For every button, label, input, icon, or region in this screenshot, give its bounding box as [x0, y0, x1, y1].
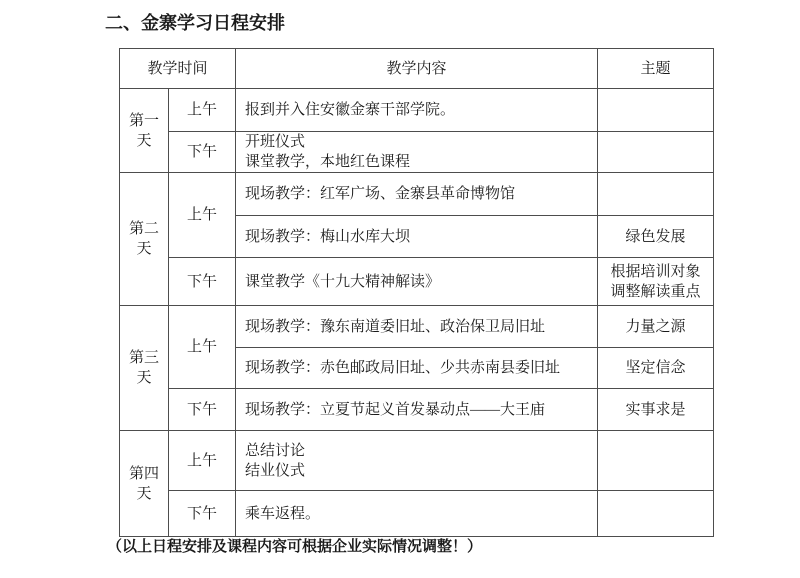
day-label: 第二天	[129, 221, 160, 257]
time-cell: 下午	[169, 491, 236, 537]
time-cell: 上午	[169, 89, 236, 132]
page-title: 二、金寨学习日程安排	[105, 13, 285, 33]
theme-line: 绿色发展	[625, 228, 686, 245]
table-header-row	[120, 49, 714, 89]
theme-line: 调整解读重点	[610, 283, 701, 300]
theme-cell	[598, 491, 714, 537]
content-line: 报到并入住安徽金寨干部学院。	[245, 102, 456, 118]
content-cell	[236, 132, 598, 173]
content-cell	[236, 431, 598, 491]
theme-cell	[598, 431, 714, 491]
table-row	[120, 132, 714, 173]
content-line: 总结讨论	[245, 442, 306, 459]
theme-cell	[598, 173, 714, 216]
content-cell	[236, 306, 598, 348]
content-cell	[236, 491, 598, 537]
day-label: 第四天	[129, 465, 160, 502]
table-row	[120, 173, 714, 216]
day-label: 第一天	[129, 112, 160, 149]
time-cell: 下午	[169, 258, 236, 306]
theme-cell	[598, 348, 714, 389]
content-cell	[236, 389, 598, 431]
theme-line: 根据培训对象	[610, 263, 701, 280]
content-line: 课堂教学，本地红色课程	[245, 154, 411, 170]
day-cell-day3	[120, 306, 169, 431]
table-row	[120, 491, 714, 537]
content-cell	[236, 258, 598, 306]
content-line: 开班仪式	[245, 134, 306, 150]
theme-cell	[598, 258, 714, 306]
content-line: 现场教学：立夏节起义首发暴动点——大王庙	[245, 401, 546, 418]
table-row	[120, 89, 714, 132]
schedule-table	[119, 48, 714, 537]
theme-line: 实事求是	[625, 401, 686, 418]
table-row	[120, 258, 714, 306]
content-line: 课堂教学《十九大精神解读》	[245, 273, 441, 290]
theme-cell	[598, 306, 714, 348]
theme-cell	[598, 132, 714, 173]
content-line: 结业仪式	[245, 462, 306, 479]
time-cell: 下午	[169, 389, 236, 431]
theme-line: 力量之源	[625, 318, 686, 335]
content-line: 现场教学：赤色邮政局旧址、少共赤南县委旧址	[245, 360, 561, 376]
col-header-theme: 主题	[598, 49, 714, 89]
theme-line: 坚定信念	[625, 360, 686, 376]
table-row	[120, 431, 714, 491]
theme-cell	[598, 216, 714, 258]
time-cell: 上午	[169, 306, 236, 389]
content-cell	[236, 216, 598, 258]
day-cell-day2	[120, 173, 169, 306]
time-cell: 下午	[169, 132, 236, 173]
col-header-time: 教学时间	[120, 49, 236, 89]
table-row	[120, 306, 714, 348]
theme-cell	[598, 89, 714, 132]
footnote: （以上日程安排及课程内容可根据企业实际情况调整！）	[107, 539, 483, 555]
day-label: 第三天	[129, 350, 160, 386]
content-line: 乘车返程。	[245, 505, 321, 522]
time-cell: 上午	[169, 173, 236, 258]
content-line: 现场教学：红军广场、金寨县革命博物馆	[245, 186, 516, 202]
col-header-content: 教学内容	[236, 49, 598, 89]
theme-cell	[598, 389, 714, 431]
content-cell	[236, 348, 598, 389]
content-line: 现场教学：梅山水库大坝	[245, 228, 411, 245]
time-cell: 上午	[169, 431, 236, 491]
content-cell	[236, 173, 598, 216]
table-row	[120, 389, 714, 431]
day-cell-day1	[120, 89, 169, 173]
day-cell-day4	[120, 431, 169, 537]
content-cell	[236, 89, 598, 132]
content-line: 现场教学：豫东南道委旧址、政治保卫局旧址	[245, 318, 546, 335]
